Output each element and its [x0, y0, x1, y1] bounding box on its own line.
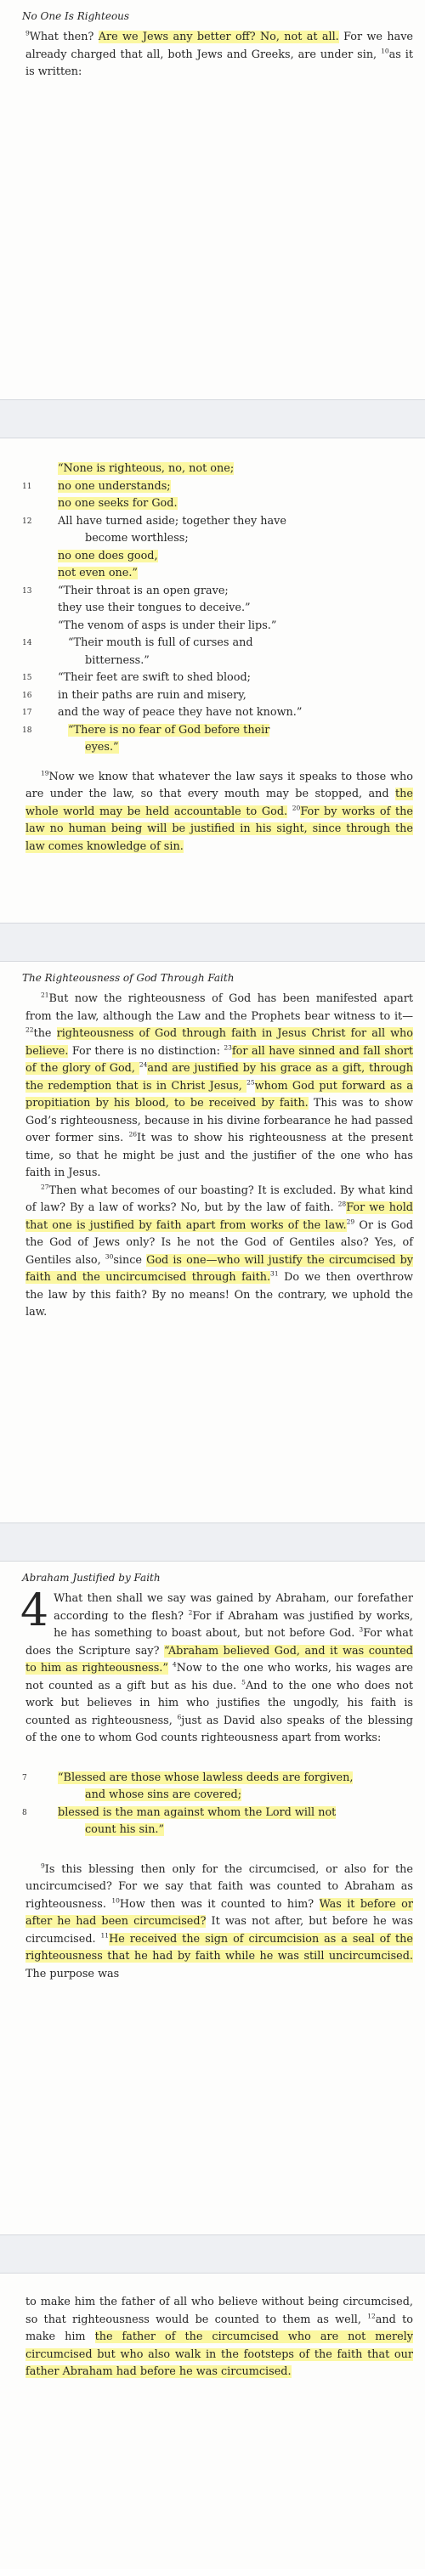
verse-number: 9 [26, 29, 30, 37]
verse-number: 6 [177, 1713, 182, 1721]
poem-line [26, 565, 413, 583]
verse-number: 25 [246, 1078, 255, 1087]
poem-line [26, 495, 413, 513]
verse-number: 4 [172, 1660, 177, 1669]
verse-number: 27 [41, 1183, 49, 1191]
highlight: He received the sign of circumcision as a seal of the righteousness that he had by faith while he was still uncircumcised. [26, 1932, 413, 1963]
text: “Their mouth is full of curses and [68, 636, 253, 649]
paragraph [26, 1183, 413, 1322]
text: “Their feet are swift to shed blood; [58, 671, 251, 684]
poem-line [22, 704, 413, 722]
verse-number: 3 [359, 1625, 364, 1634]
verse-number: 24 [139, 1060, 148, 1069]
highlight: the whole world may be held accountable to God. [26, 788, 413, 818]
poem-line [26, 652, 413, 670]
page-separator [0, 399, 425, 438]
highlight: “None is righteous, no, not one; [58, 462, 235, 475]
section-heading: Abraham Justified by Faith [22, 1572, 161, 1584]
paragraph [26, 29, 413, 82]
paragraph [26, 2294, 413, 2381]
text: become worthless; [85, 532, 189, 545]
highlight: blessed is the man against whom the Lord will not [58, 1805, 337, 1819]
highlight: God is one—who will justify the circumcised by faith and the uncircumcised through faith. [26, 1253, 413, 1284]
page-separator [0, 1522, 425, 1562]
verse-number: 10 [381, 47, 389, 55]
paragraph [26, 991, 413, 1183]
highlight: the father of the circumcised who are not merely circumcised but who also walk in the footsteps of the faith that our father Abraham had before he was circumcised. [26, 2330, 413, 2378]
poem-line [22, 583, 413, 601]
highlight: Are we Jews any better off? No, not at all. [98, 31, 339, 43]
verse-number: 15 [22, 674, 32, 682]
verse-number: 30 [105, 1252, 114, 1261]
verse-number: 14 [22, 639, 32, 647]
poem-line [26, 600, 413, 618]
poem-line [22, 687, 413, 705]
verse-number: 11 [100, 1931, 110, 1940]
text: as it is written: [26, 48, 413, 78]
text: Now we know that whatever the law says it speaks to those who are under the law, so that every mouth may be stopped, and [26, 770, 413, 800]
highlight: count his sin.” [85, 1823, 165, 1836]
text: All have turned aside; together they have [58, 514, 286, 528]
verse-number: 17 [22, 709, 32, 717]
text: But now the righteousness of God has been manifested apart from the law, although the Law and the Prophets bear witness to it— [26, 992, 413, 1023]
verse-number: 9 [41, 1861, 45, 1870]
text: Do we then overthrow the law by this faith? By no means! On the contrary, we uphold the law. [26, 1271, 413, 1319]
highlight: and whose sins are covered; [85, 1788, 242, 1801]
verse-number: 11 [22, 482, 32, 491]
text: It was not after, but before he was circumcised. [26, 1915, 413, 1946]
poem-line [22, 478, 413, 496]
page-separator [0, 2234, 425, 2274]
highlight: whom God put forward as a propitiation by his blood, to be received by faith. [26, 1079, 413, 1110]
text: What then? [29, 31, 99, 43]
paragraph [26, 769, 413, 856]
verse-number: 19 [41, 769, 49, 777]
text: This was to show God’s righteousness, because in his divine forbearance he had passed over former sins. [26, 1097, 413, 1144]
text: Or is God the God of Jews only? Is he not the God of Gentiles also? Yes, of Gentiles also, [26, 1218, 414, 1267]
poem-line [22, 1770, 413, 1788]
poem-line [26, 1787, 413, 1805]
verse-number: 16 [22, 691, 32, 700]
poem-line [22, 669, 413, 687]
verse-number: 13 [22, 586, 32, 596]
highlight: righteousness of God through faith in Jesus Christ for all who believe. [26, 1027, 413, 1058]
text: and to make him [26, 2313, 413, 2343]
poem-line [26, 548, 413, 566]
highlight: no one understands; [58, 479, 171, 493]
text: How then was it counted to him? [119, 1897, 320, 1911]
verse-number: 26 [128, 1130, 138, 1138]
text: For we have already charged that all, both Jews and Greeks, are under sin, [26, 31, 413, 61]
text: the [33, 1027, 57, 1040]
text: they use their tongues to deceive.” [58, 602, 251, 614]
verse-number: 20 [292, 804, 301, 812]
verse-number: 31 [270, 1269, 279, 1278]
text: “The venom of asps is under their lips.” [58, 619, 277, 632]
section-heading: No One Is Righteous [22, 10, 130, 22]
highlight: not even one.” [58, 567, 138, 579]
verse-number: 29 [346, 1217, 355, 1226]
text: in their paths are ruin and misery, [58, 688, 246, 702]
text: For what does the Scripture say? [26, 1627, 413, 1658]
highlight: For we hold that one is justified by faith apart from works of the law. [26, 1201, 413, 1232]
highlight: no one does good, [58, 549, 158, 562]
poem-block [22, 1770, 413, 1839]
page-4 [0, 1562, 425, 2234]
verse-number: 12 [22, 517, 32, 526]
paragraph [20, 1585, 413, 1748]
poem-line [26, 739, 413, 757]
text: “Their throat is an open grave; [58, 584, 229, 597]
text: bitterness.” [85, 653, 150, 667]
highlight: For by works of the law no human being will be justified in his sight, since through the law comes knowledge of sin. [26, 805, 413, 853]
text: just as David also speaks of the blessing of the one to whom God counts righteousness apart from works: [26, 1714, 413, 1744]
verse-number: 12 [367, 2312, 376, 2320]
highlight: “Blessed are those whose lawless deeds are forgiven, [58, 1771, 354, 1784]
page-1 [0, 0, 425, 399]
verse-number: 21 [41, 991, 49, 999]
highlight: Was it before or after he had been circumcised? [26, 1897, 413, 1928]
poem-line [22, 513, 413, 531]
text: Now to the one who works, his wages are not counted as a gift but as his due. [26, 1662, 413, 1692]
verse-number: 7 [22, 1773, 27, 1782]
verse-number: 22 [26, 1025, 34, 1034]
text: For if Abraham was justified by works, he has something to boast about, but not before God. [54, 1609, 413, 1640]
text: It was to show his righteousness at the present time, so that he might be just and the justifier of the one who has faith in Jesus. [26, 1132, 413, 1179]
highlight: “Abraham believed God, and it was counted to him as righteousness.” [26, 1644, 413, 1675]
verse-number: 18 [22, 726, 32, 735]
highlight: eyes.” [85, 741, 119, 754]
text: and the way of peace they have not known.” [58, 706, 303, 719]
highlight: and are justified by his grace as a gift, through the redemption that is in Christ Jesus, [26, 1062, 413, 1093]
poem-line [26, 1822, 413, 1839]
poem-line [22, 722, 413, 740]
text: For there is no distinction: [68, 1044, 224, 1058]
page-5 [0, 2274, 425, 2569]
section-heading: The Righteousness of God Through Faith [22, 972, 235, 984]
verse-number: 5 [241, 1678, 246, 1686]
highlight: “There is no fear of God before their [68, 723, 270, 737]
verse-number: 23 [224, 1043, 232, 1052]
page-3 [0, 962, 425, 1522]
text: What then shall we say was gained by Abraham, our forefather according to the flesh? [54, 1592, 413, 1623]
poem-line [22, 1805, 413, 1822]
highlight: for all have sinned and fall short of the glory of God, [26, 1044, 414, 1075]
text: Is this blessing then only for the circumcised, or also for the uncircumcised? For we say that faith was counted to Abraham as righteousness. [26, 1862, 413, 1911]
page-separator [0, 923, 425, 962]
text: Then what becomes of our boasting? It is excluded. By what kind of law? By a law of works? No, but by the law of faith. [26, 1183, 413, 1214]
highlight: no one seeks for God. [58, 497, 178, 510]
poem-block [22, 460, 413, 757]
poem-line [26, 460, 413, 478]
text: And to the one who does not work but believes in him who justifies the ungodly, his faith is counted as righteousness, [26, 1679, 413, 1727]
poem-line [26, 618, 413, 636]
text: to make him the father of all who believe without being circumcised, so that righteousness would be counted to them as well, [26, 2296, 413, 2326]
text: since [113, 1253, 147, 1267]
poem-line [26, 530, 413, 548]
text: The purpose was [26, 1967, 120, 1980]
chapter-number: 4 [20, 1585, 49, 1636]
verse-number: 2 [188, 1608, 193, 1617]
paragraph [26, 1861, 413, 1984]
verse-number: 8 [22, 1808, 27, 1817]
page-2 [0, 438, 425, 923]
poem-line [22, 635, 413, 652]
verse-number: 10 [111, 1896, 120, 1905]
verse-number: 28 [337, 1200, 347, 1208]
